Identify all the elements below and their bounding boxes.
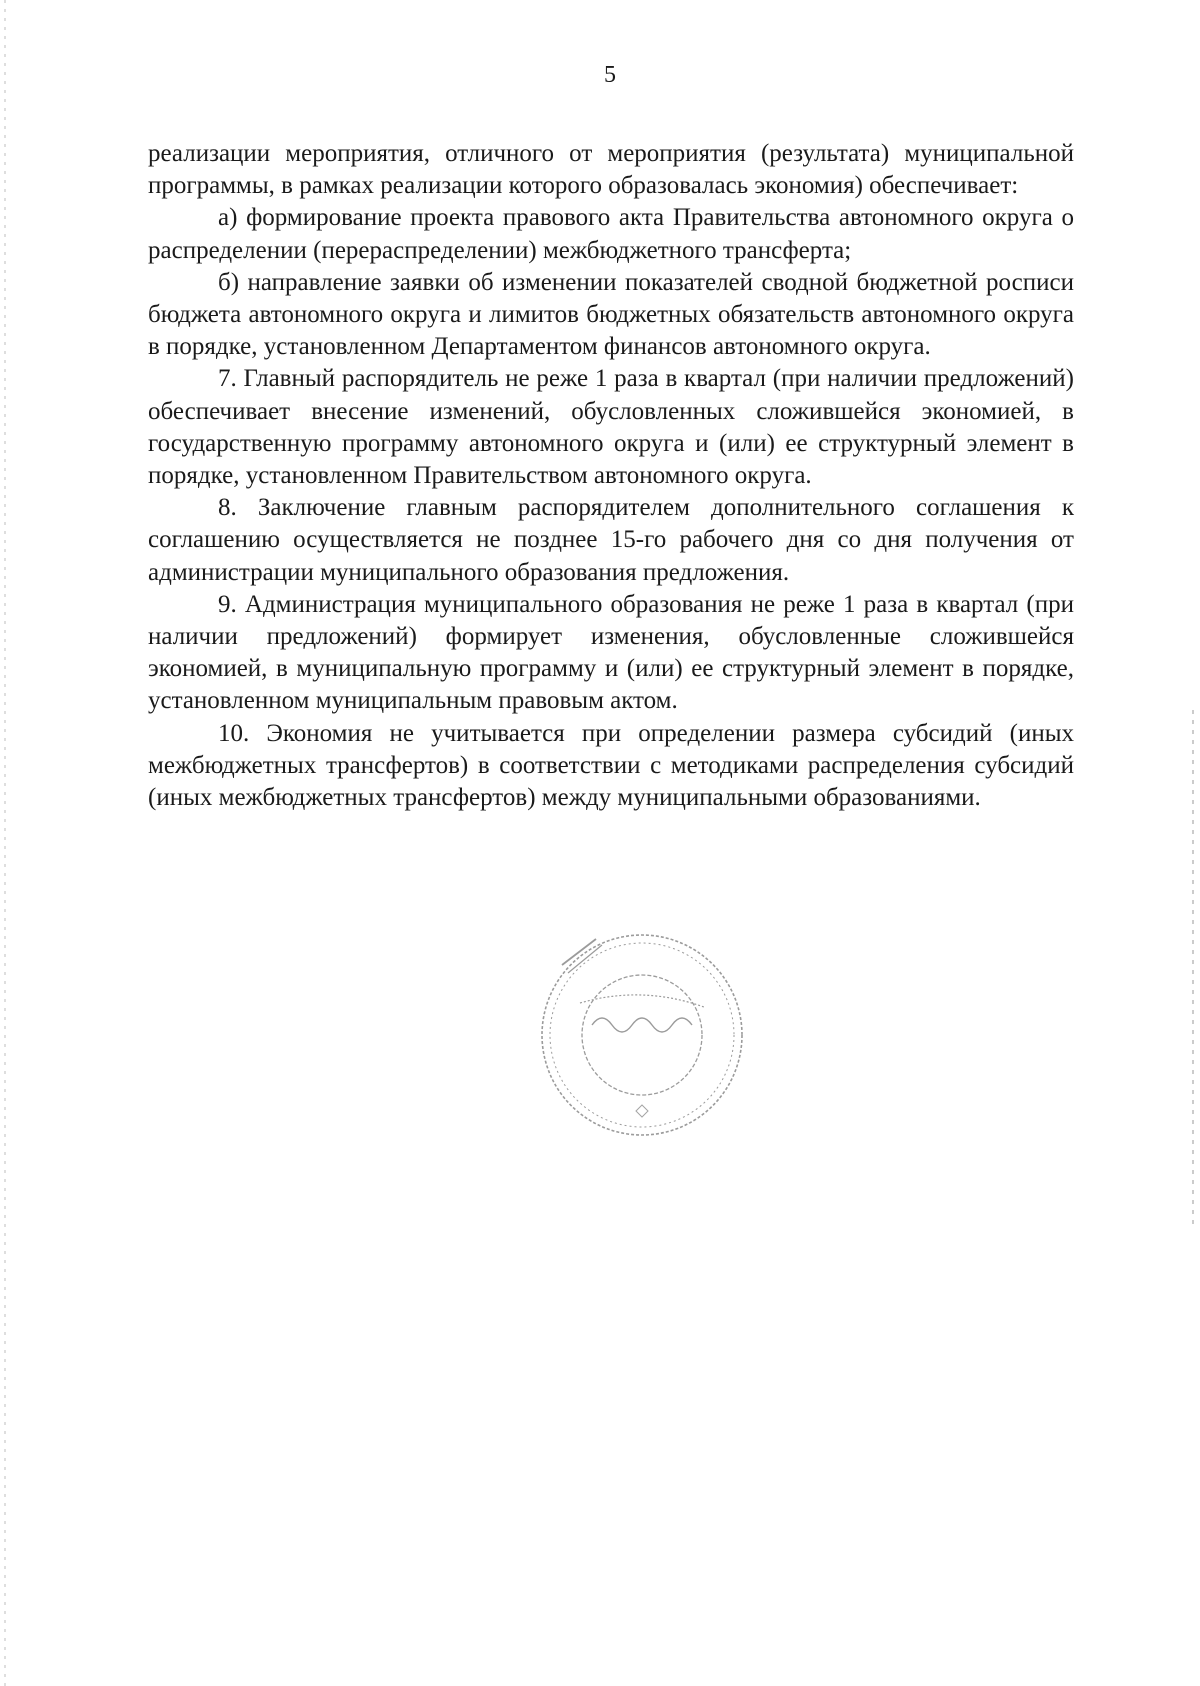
paragraph-9: 9. Администрация муниципального образования не реже 1 раза в квартал (при наличии предложений) формирует изменения, обусловленные сложившейся экономией, в муниципальную программу и (или) ее структурный элемент в порядке, установленном муниципальным правовым актом. [148,590,1074,715]
document-body [148,138,1074,814]
paragraph-10: 10. Экономия не учитывается при определении размера субсидий (иных межбюджетных трансфертов) в соответствии с методиками распределения субсидий (иных межбюджетных трансфертов) между муниципальными образованиями. [148,719,1074,812]
page-number: 5 [604,62,616,88]
scan-edge-right [1192,710,1194,1230]
paragraph-continuation: реализации мероприятия, отличного от мероприятия (результата) муниципальной программы, в рамках реализации которого образовалась экономия) обеспечивает: [148,140,1074,200]
scan-edge-left [4,0,6,1686]
paragraph-item-a: а) формирование проекта правового акта Правительства автономного округа о распределении (перераспределении) межбюджетного трансферта; [148,204,1074,264]
official-seal-stamp [532,925,752,1145]
paragraph-7: 7. Главный распорядитель не реже 1 раза в квартал (при наличии предложений) обеспечивает внесение изменений, обусловленных сложившейся экономией, в государственную программу автономного округа и (или) ее структурный элемент в порядке, установленном Правительством автономного округа. [148,365,1074,490]
paragraph-8: 8. Заключение главным распорядителем дополнительного соглашения к соглашению осуществляется не позднее 15-го рабочего дня со дня получения от администрации муниципального образования предложения. [148,494,1074,586]
paragraph-item-b: б) направление заявки об изменении показателей сводной бюджетной росписи бюджета автономного округа и лимитов бюджетных обязательств автономного округа в порядке, установленном Департаментом финансов автономного округа. [148,268,1074,361]
